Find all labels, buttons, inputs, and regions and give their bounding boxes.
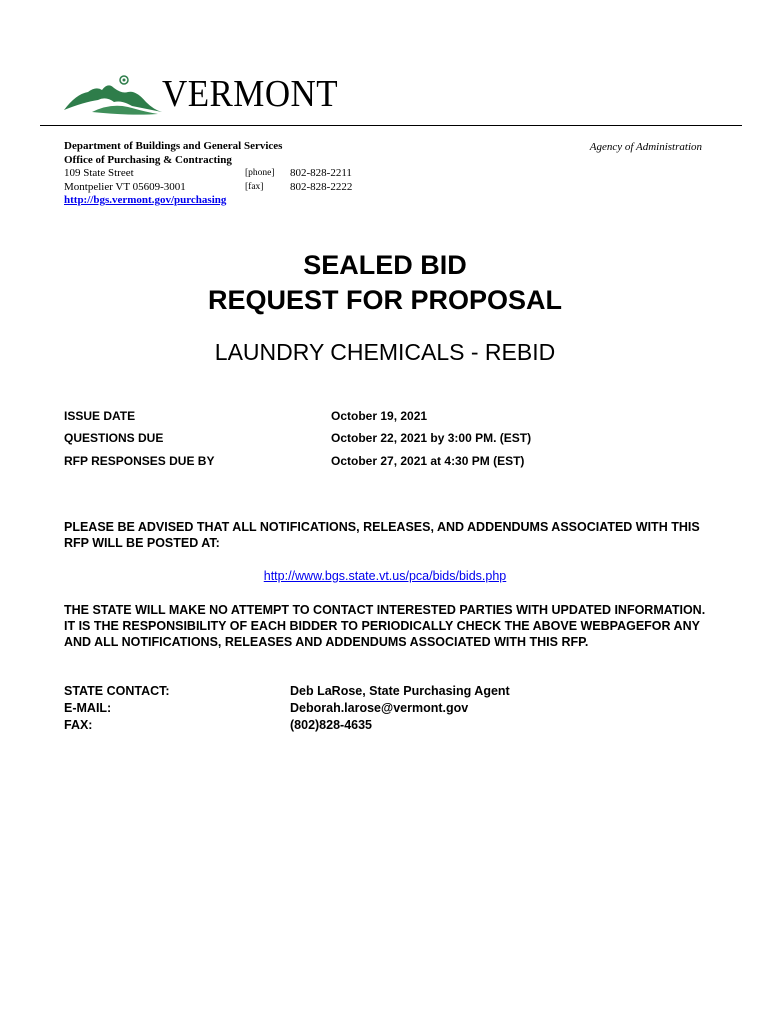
contact-label: STATE CONTACT: xyxy=(64,684,170,698)
street-address: 109 State Street xyxy=(64,167,134,179)
date-row xyxy=(64,431,714,447)
date-row xyxy=(64,454,714,470)
date-value: October 22, 2021 by 3:00 PM. (EST) xyxy=(331,431,532,445)
date-label: ISSUE DATE xyxy=(64,409,136,423)
contact-label: FAX: xyxy=(64,718,93,732)
contact-value: Deb LaRose, State Purchasing Agent xyxy=(290,684,510,698)
date-value: October 19, 2021 xyxy=(331,409,428,423)
mountain-icon xyxy=(62,72,166,116)
fax-number: 802-828-2222 xyxy=(290,181,353,193)
contact-value: Deborah.larose@vermont.gov xyxy=(290,701,469,715)
notice-responsibility: THE STATE WILL MAKE NO ATTEMPT TO CONTACT INTERESTED PARTIES WITH UPDATED INFORMATION. IT IS THE RESPONSIBILITY OF EACH BIDDER TO PERIODICALLY CHECK THE ABOVE WEBPAGEFOR ANY AND ALL NOTIFICATIONS, RELEASES AND ADDENDUMS ASSOCIATED WITH THIS RFP. xyxy=(64,603,706,649)
bids-page-link[interactable]: http://www.bgs.state.vt.us/pca/bids/bids.php xyxy=(263,569,507,583)
vermont-logo xyxy=(62,72,342,116)
agency-name: Agency of Administration xyxy=(589,141,702,153)
rfp-subtitle: LAUNDRY CHEMICALS - REBID xyxy=(214,339,556,365)
header-divider xyxy=(40,125,742,126)
logo-wordmark: VERMONT xyxy=(162,73,339,115)
contact-label: E-MAIL: xyxy=(64,701,112,715)
office-name: Office of Purchasing & Contracting xyxy=(64,154,232,166)
date-row xyxy=(64,409,714,425)
title-line-2: REQUEST FOR PROPOSAL xyxy=(207,285,563,315)
phone-number: 802-828-2211 xyxy=(290,167,352,179)
contact-value: (802)828-4635 xyxy=(290,718,373,732)
department-name: Department of Buildings and General Services xyxy=(64,140,283,152)
city-address: Montpelier VT 05609-3001 xyxy=(64,181,186,193)
date-label: QUESTIONS DUE xyxy=(64,431,164,445)
notice-advised: PLEASE BE ADVISED THAT ALL NOTIFICATIONS, RELEASES, AND ADDENDUMS ASSOCIATED WITH THIS RFP WILL BE POSTED AT: xyxy=(64,520,700,550)
fax-label: [fax] xyxy=(245,182,264,192)
title-line-1: SEALED BID xyxy=(303,250,467,280)
date-label: RFP RESPONSES DUE BY xyxy=(64,454,215,468)
phone-label: [phone] xyxy=(245,168,275,178)
date-value: October 27, 2021 at 4:30 PM (EST) xyxy=(331,454,525,468)
purchasing-link[interactable]: http://bgs.vermont.gov/purchasing xyxy=(64,194,227,206)
